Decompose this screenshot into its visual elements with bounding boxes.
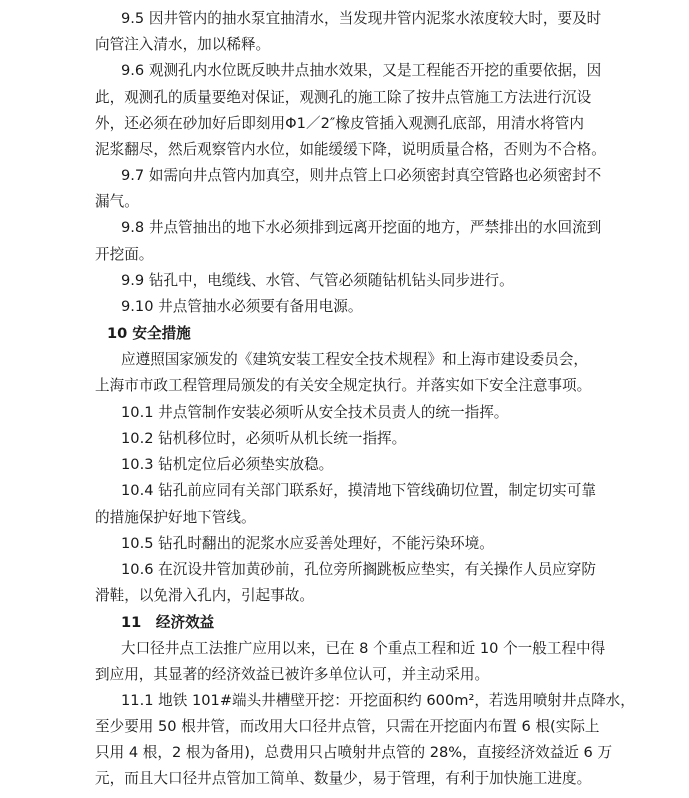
text-line: 泥浆翻尽，然后观察管内水位，如能缓缓下降，说明质量合格，否则为不合格。 <box>95 141 606 158</box>
text-line: 9.6 观测孔内水位既反映井点抽水效果，又是工程能否开挖的重要依据，因 <box>121 62 602 79</box>
text-line: 外，还必须在砂加好后即刻用Φ1／2″橡皮管插入观测孔底部，用清水将管内 <box>95 115 584 132</box>
section-heading: 11 经济效益 <box>121 614 215 631</box>
text-line: 10.5 钻孔时翻出的泥浆水应妥善处理好，不能污染环境。 <box>121 535 494 552</box>
text-line: 向管注入清水，加以稀释。 <box>95 36 271 53</box>
text-line: 10.3 钻机定位后必须垫实放稳。 <box>121 456 334 473</box>
text-line: 10.4 钻孔前应同有关部门联系好，摸清地下管线确切位置，制定切实可靠 <box>121 482 596 499</box>
text-line: 9.8 井点管抽出的地下水必须排到远离开挖面的地方，严禁排出的水回流到 <box>121 219 602 236</box>
text-line: 只用 4 根，2 根为备用)，总费用只占喷射井点管的 28%，直接经济效益近 6 万 <box>95 744 613 761</box>
text-line: 开挖面。 <box>95 246 154 263</box>
text-line: 10.2 钻机移位时，必须听从机长统一指挥。 <box>121 430 407 447</box>
text-line: 9.9 钻孔中，电缆线、水管、气管必须随钻机钻头同步进行。 <box>121 272 514 289</box>
section-heading: 10 安全措施 <box>107 325 191 342</box>
text-line: 9.7 如需向井点管内加真空，则井点管上口必须密封真空管路也必须密封不 <box>121 167 602 184</box>
text-line: 漏气。 <box>95 193 139 210</box>
text-line: 9.10 井点管抽水必须要有备用电源。 <box>121 298 363 315</box>
text-line: 至少要用 50 根井管，而改用大口径井点管，只需在开挖面内布置 6 根(实际上 <box>95 718 600 735</box>
text-line: 的措施保护好地下管线。 <box>95 509 256 526</box>
text-line: 9.5 因井管内的抽水泵宜抽清水，当发现井管内泥浆水浓度较大时，要及时 <box>121 10 602 27</box>
text-line: 大口径井点工法推广应用以来，已在 8 个重点工程和近 10 个一般工程中得 <box>121 640 606 657</box>
text-line: 应遵照国家颁发的《建筑安装工程安全技术规程》和上海市建设委员会， <box>121 351 589 368</box>
text-line: 上海市市政工程管理局颁发的有关安全规定执行。并落实如下安全注意事项。 <box>95 377 592 394</box>
text-line: 此，观测孔的质量要绝对保证，观测孔的施工除了按井点管施工方法进行沉设 <box>95 89 592 106</box>
text-line: 到应用，其显著的经济效益已被许多单位认可，并主动采用。 <box>95 666 490 683</box>
text-line: 11.1 地铁 101#端头井槽壁开挖：开挖面积约 600m²，若选用喷射井点降水， <box>121 692 635 709</box>
text-line: 滑鞋，以免滑入孔内，引起事故。 <box>95 587 314 604</box>
text-line: 10.1 井点管制作安装必须听从安全技术员责人的统一指挥。 <box>121 404 509 421</box>
text-line: 10.6 在沉设井管加黄砂前，孔位旁所搁跳板应垫实，有关操作人员应穿防 <box>121 561 596 578</box>
text-line: 元，而且大口径井点管加工简单、数量少，易于管理，有利于加快施工进度。 <box>95 770 592 787</box>
